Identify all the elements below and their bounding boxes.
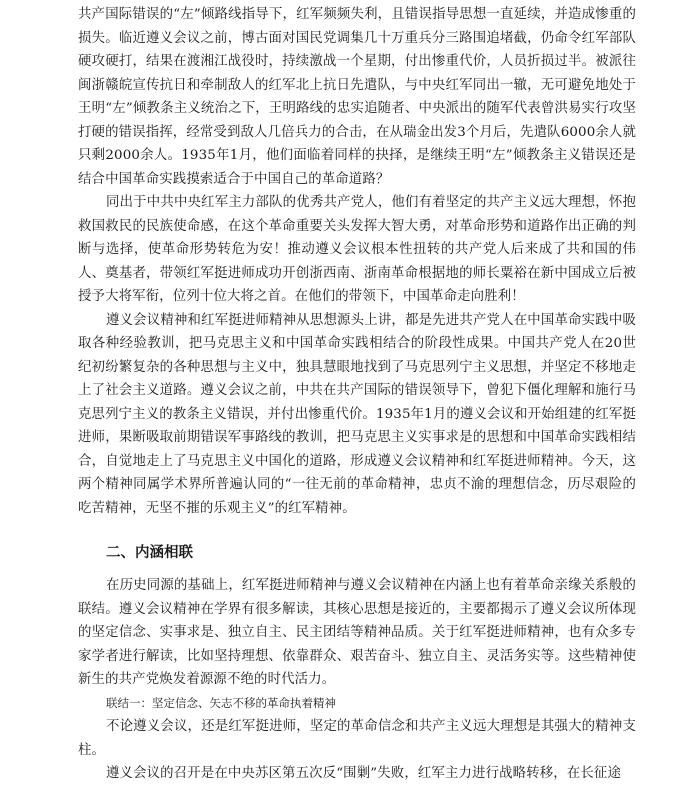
section-heading: 二、内涵相联: [106, 545, 193, 561]
paragraph-firm-belief: 不论遵义会议，还是红军挺进师，坚定的革命信念和共产主义远大理想是其强大的精神支柱。: [78, 719, 636, 758]
paragraph-ideological-source: 遵义会议精神和红军挺进师精神从思想源头上讲，都是先进共产党人在中国革命实践中吸取各种经验教训，把马克思主义和中国革命实践相结合的阶段性成果。中国共产党人在20世纪初纷繁复杂的各种思想与主义中，独具慧眼地找到了马克思列宁主义思想，并坚定不移地走上了社会主义道路。遵义会议之前，中共在共产国际的错误领导下，曾犯下僵化理解和施行马克思列宁主义的教条主义错误，并付出惨重代价。1935年1月的遵义会议和开始组建的红军挺进师，果断吸取前期错误军事路线的教训，把马克思主义实事求是的思想和中国革命实践相结合，自觉地走上了马克思主义中国化的道路，形成遵义会议精神和红军挺进师精神。今天，这两个精神同属学术界所普遍认同的“一往无前的革命精神，忠贞不渝的理想信念，历尽艰险的吃苦精神，无坚不摧的乐观主义”的红军精神。: [78, 312, 636, 516]
paragraph-outstanding-communists: 同出于中共中央红军主力部队的优秀共产党人，他们有着坚定的共产主义远大理想，怀抱救国救民的民族使命感，在这个革命重要关头发挥大智大勇，对革命形势和道路作出正确的判断与选择，使革命形势转危为安！推动遵义会议根本性扭转的共产党人后来成了共和国的伟人、奠基者，带领红军挺进师成功开创浙西南、浙南革命根据地的师长粟裕在新中国成立后被授予大将军衔，位列十位大将之首。在他们的带领下，中国革命走向胜利！: [78, 195, 636, 304]
subheading-link-one: 联结一：坚定信念、矢志不移的革命执着精神: [106, 695, 336, 710]
paragraph-zunyi-meeting: 遵义会议的召开是在中央苏区第五次反“围剿”失败，红军主力进行战略转移，在长征途: [106, 766, 621, 781]
paragraph-connotation: 在历史同源的基础上，红军挺进师精神与遵义会议精神在内涵上也有着革命亲缘关系般的联结。遵义会议精神在学界有很多解读，其核心思想是接近的，主要都揭示了遵义会议所体现的坚定信念、实事求是、独立自主、民主团结等精神品质。关于红军挺进师精神，也有众多专家学者进行解读，比如坚持理想、依靠群众、艰苦奋斗、独立自主、灵活务实等。这些精神使新生的共产党焕发着源源不绝的时代活力。: [78, 578, 636, 687]
paragraph-comintern-errors: 共产国际错误的“左”倾路线指导下，红军频频失利，且错误指导思想一直延续，并造成惨重的损失。临近遵义会议之前，博古面对国民党调集几十万重兵分三路围追堵截，仍命令红军部队硬攻硬打，结果在渡湘江战役时，持续激战一个星期，付出惨重代价，人员折损过半。被派往闽浙赣皖宣传抗日和牵制敌人的红军北上抗日先遣队，与中央红军同出一辙，无可避免地处于王明“左”倾教条主义统治之下，王明路线的忠实追随者、中央派出的随军代表曾洪易实行攻坚打硬的错误指挥，经常受到敌人几倍兵力的合击，在从瑞金出发3个月后，先遣队6000余人就只剩2000余人。1935年1月，他们面临着同样的抉择，是继续王明“左”倾教条主义错误还是结合中国革命实践摸索适合于中国自己的革命道路？: [78, 7, 636, 187]
